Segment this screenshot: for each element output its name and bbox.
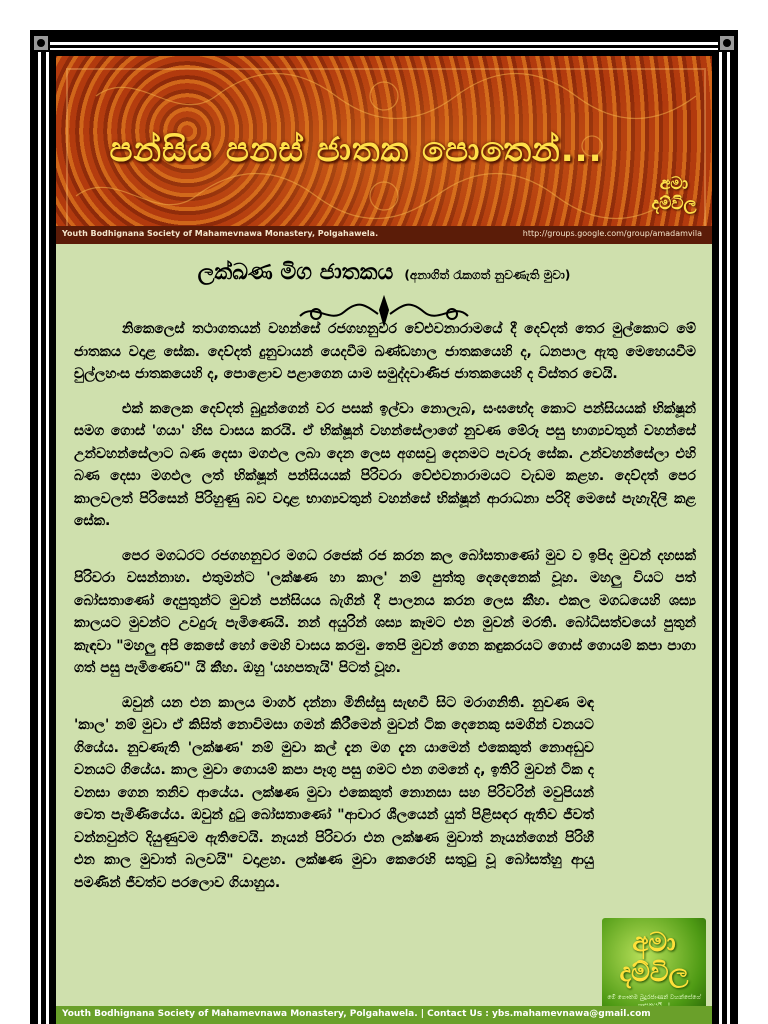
frame-stripe-top [40, 42, 728, 45]
banner-footer-strip [56, 226, 712, 244]
banner-logo [644, 174, 704, 230]
amadamvila-logo-line2: දම්විල [619, 958, 689, 988]
amadamvila-logo-text [602, 928, 706, 988]
frame-stripe-right-inner [719, 50, 722, 1024]
story-subtitle: (අනාගිත් රැකගත් නුවණැති මුවා) [404, 268, 571, 282]
corner-ornament-top-right [718, 34, 736, 52]
paragraph-story-past: පෙර මගධරට රජගහනුවර මගධ රජෙක් රජ කරන කල බෝසතාණෝ මුව ව ඉපිද මුවන් දහසක් පිරිවරා වසන්නාහ. එතුමන්ට 'ලක්ෂණ හා කාල' නම් පුත්තු දෙදෙනෙක් වූහ. මහලු වියට පත් බෝසතාණෝ දෙපුතුන්ට මුවන් පන්සියය බැගින් දී පාලනය කරන ලෙස කීහ. එකල මගධයෙහි ශස්‍ය කාලයට මුවන්ට උවදුරු පැමිණෙයි. නන් අයුරින් ශස්‍ය කෑමට එන මුවන් මරති. බෝධිසත්වයෝ පුතුන් කැඳවා "මහලු අපි කෙසේ හෝ මෙහි වාසය කරමු. තෙපි මුවන් ගෙන කඳුකරයට ගොස් ගොයම් කපා පාගා ගත් පසු පැමිණෙව්" යි කීහ. ඔහු 'යහපතැයි' පිටත් වූහ. [74, 547, 696, 676]
paragraph-story-context: එක් කලෙක දෙව්දත් බුදුන්ගෙන් වර පසක් ඉල්වා නොලැබ, සංඝභේද කොට පන්සියයක් භික්ෂූන් සමග ගොස් 'ගයා' හිස වාසය කරයි. ඒ භික්ෂූන් වහන්සේලාගේ නුවණ මේරූ පසු භාග්‍යවතුන් වහන්සේ උන්වහන්සේලාට බණ දෙසා මගඵල ලබා දෙන ලෙස අගසවු දෙනමට පැවරූ සේක. උන්වහන්සේලා එහි බණ දෙසා මගඵල ලත් භික්ෂූන් පන්සියයක් පිරිවරා වේළුවනාරාමයට වැඩම කළහ. දෙව්දත් පෙර කාලවලත් පිරිසෙන් පිරිහුණු බව වදාළ භාග්‍යවතුන් වහන්සේ භික්ෂූන් ආරාධනා පරිදි මෙසේ පැහැදිලි කළ සේක. [74, 400, 696, 529]
banner-title: පන්සිය පනස් ජාතක පොතෙන්... [109, 130, 603, 170]
story-heading [56, 260, 712, 285]
banner-logo-line1: අමා [659, 174, 689, 194]
header-banner [56, 56, 712, 244]
banner-society-name: Youth Bodhignana Society of Mahamevnawa Monastery, Polgahawela. [62, 229, 379, 238]
document-page [56, 56, 712, 1024]
footer-contact-text: Youth Bodhignana Society of Mahamevnawa Monastery, Polgahawela. | Contact Us : ybs.mahamevnawa@gmail.com [62, 1009, 651, 1019]
frame-stripe-left [38, 42, 41, 1024]
banner-logo-line2: දම්විල [651, 194, 697, 214]
banner-website-link[interactable]: http://groups.google.com/group/amadamvila [522, 229, 702, 238]
amadamvila-logo-line1: අමා [632, 928, 676, 958]
footer-bar [56, 1006, 712, 1024]
amadamvila-logo [602, 918, 706, 1012]
corner-ornament-top-left [32, 34, 50, 52]
story-title: ලක්ඛණ මිග ජාතකය [197, 260, 394, 285]
paragraph-intro: නිකෙලෙස් තථාගතයන් වහන්සේ රජගහනුවර වේළුවනාරාමයේ දී දෙව්දත් තෙර මුල්කොට මේ ජාතකය වදාළ සේක. දෙව්දත් දුනුවායන් යෙදවීම ඛණ්ඩහාල ජාතකයෙහි ද, ධනපාල ඇතු මෙහෙයවීම චුල්ලහංස ජාතකයෙහි ද, පොළොව පළාගෙන යාම සමුද්දවාණිජ ජාතකයෙහි ද විස්තර වෙයි. [74, 321, 696, 382]
frame-stripe-top-inner [40, 48, 728, 50]
frame-stripe-right [727, 42, 730, 1024]
amadamvila-logo-tagline: මේ ගෞතම බුදුරජාණන් වහන්සේගේ [607, 994, 701, 1001]
frame-stripe-left-inner [46, 50, 49, 1024]
paragraph-story-conclusion: ඔවුන් යන එන කාලය මාර්ග දන්නා මිනිස්සු සැඟවී සිට මරාගනිති. නුවණ මඳ 'කාල' නම් මුවා ඒ කිසිත් නොවිමසා ගමන් කිරීමෙන් මුවන් ටික දෙනෙකු සමගින් වනයට ගියේය. නුවණැති 'ලක්ෂණ' නම් මුවා කල් දැන මග දැන යාමෙන් එකෙකුත් නොඅඩුව වනයට ගියේය. කාල මුවා ගොයම් කපා පෑගු පසු ගමට එන ගමනේ ද, ඉතිරි මුවන් ටික ද වනසා ගෙන තනිව ආයේය. ලක්ෂණ මුවා එකෙකුත් නොනසා සහ පිරිවරින් මවුපියන් වෙත පැමිණියේය. ඔවුන් දුටු බෝසතාණෝ "ආචාර ශීලයෙන් යුත් පිළිසඳර ඇතිව ජීවත් වන්නවුන්ට දියුණුවම ඇතිවෙයි. නෑයන් පිරිවරා එන ලක්ෂණ මුවාත් නෑයන්ගෙන් පිරිහී එන කාල මුවාත් බලවයි" වදාළහ. ලක්ෂණ මුවා කෙරෙහි සතුටු වූ බෝසත්හු ආයු පමණින් ජීවත්ව පරලොව ගියාහුය. [74, 694, 594, 891]
story-body [74, 318, 696, 906]
